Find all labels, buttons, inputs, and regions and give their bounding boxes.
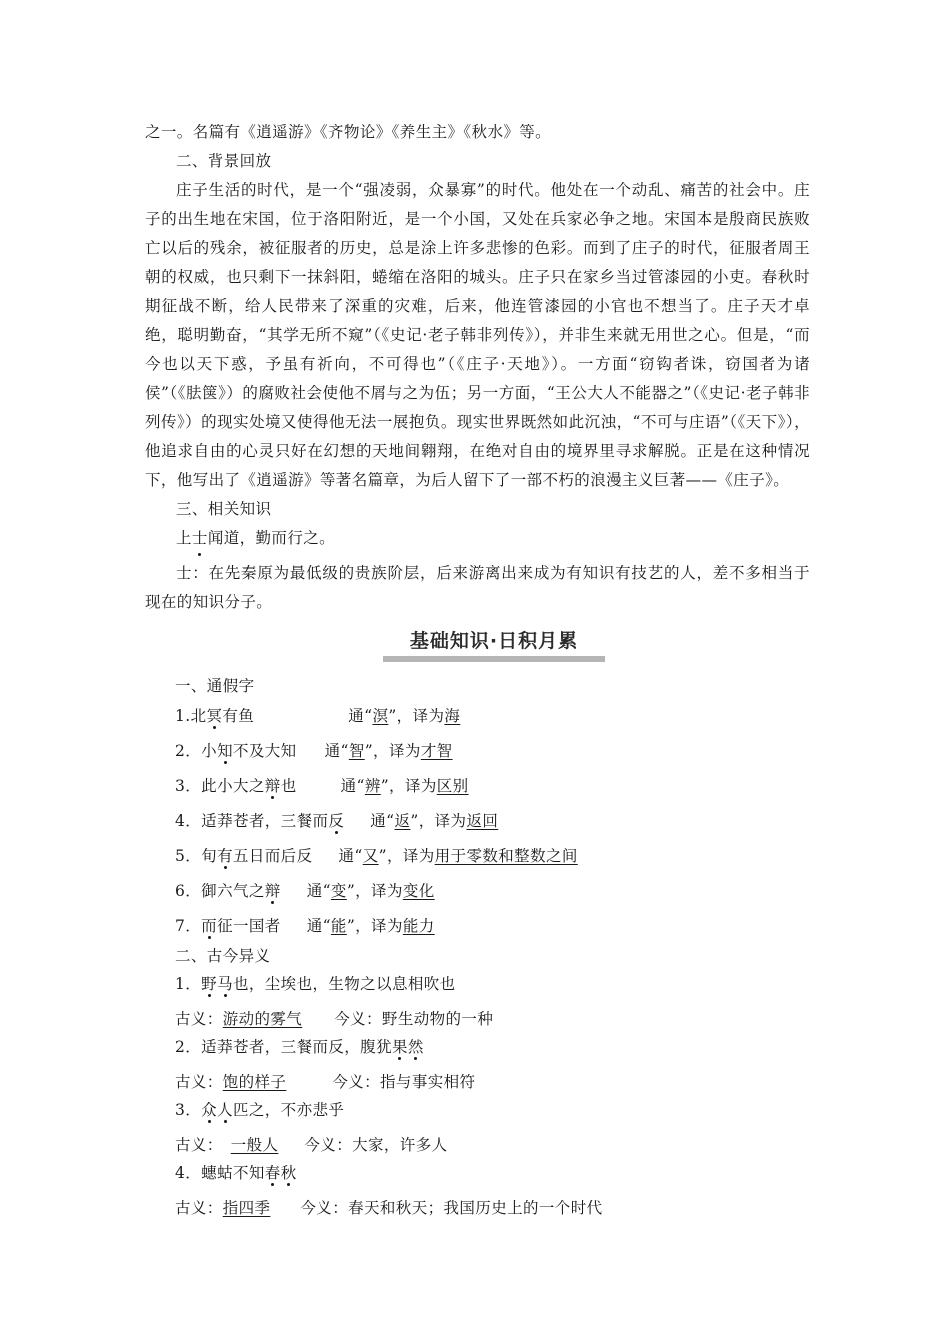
- list-item: [175, 1035, 424, 1057]
- list-item: [175, 1098, 344, 1120]
- knowledge-quote: [145, 524, 810, 553]
- tong-label: 通“: [338, 847, 363, 865]
- item-text: 此小大之: [201, 777, 265, 795]
- tong-label: 通“: [348, 707, 373, 725]
- item-number: 2．: [175, 1038, 202, 1056]
- item-number: 6．: [175, 882, 202, 900]
- emphasis-char: 辩: [265, 879, 281, 901]
- intro-block: [145, 118, 810, 617]
- tong-label: 通“: [306, 882, 331, 900]
- tong-label: 通“: [340, 777, 365, 795]
- knowledge-explanation: 士：在先秦原为最低级的贵族阶层，后来游离出来成为有知识有技艺的人，差不多相当于现在的知识分子。: [145, 564, 810, 611]
- list-item: [175, 972, 456, 994]
- gu-jin-row: [175, 1070, 475, 1092]
- item-text: 五日而后反: [232, 847, 313, 865]
- jin-meaning: 大家，许多人: [352, 1136, 448, 1154]
- background-paragraph: 庄子生活的时代，是一个“强凌弱，众暴寡”的时代。他处在一个动乱、痛苦的社会中。庄子的出生地在宋国，位于洛阳附近，是一个小国，又处在兵家必争之地。宋国本是殷商民族败亡以后的残余，被征服者的历史，总是涂上许多悲惨的色彩。而到了庄子的时代，征服者周王朝的权威，也只剩下一抹斜阳，蜷缩在洛阳的城头。庄子只在家乡当过管漆园的小吏。春秋时期征战不断，给人民带来了深重的灾难，后来，他连管漆园的小官也不想当了。庄子天才卓绝，聪明勤奋，“其学无所不窥”（《史记·老子韩非列传》），并非生来就无用世之心。但是，“而今也以天下惑，予虽有祈向，不可得也”（《庄子·天地》）。一方面“窃钩者诛，窃国者为诸侯”（《胠箧》）的腐败社会使他不屑与之为伍；另一方面，“王公大人不能器之”（《史记·老子韩非列传》）的现实处境又使得他无法一展抱负。现实世界既然如此沉浊，“不可与庄语”（《天下》），他追求自由的心灵只好在幻想的天地间翱翔，在绝对自由的境界里寻求解脱。正是在这种情况下，他写出了《逍遥游》等著名篇章，为后人留下了一部不朽的浪漫主义巨著——《庄子》。: [145, 181, 810, 489]
- emphasis-chars: [392, 1038, 424, 1056]
- translate-label: ”，译为: [378, 847, 435, 865]
- tong-label: 通“: [324, 742, 349, 760]
- gu-label: 古义：: [175, 1010, 223, 1028]
- tong-char: 变: [330, 882, 347, 900]
- knowledge-heading: 三、相关知识: [176, 500, 272, 518]
- emphasis-char: 然: [408, 1035, 424, 1057]
- translate-label: ”，译为: [380, 777, 437, 795]
- emphasis-char: 知: [217, 739, 233, 761]
- jin-label: 今义：: [334, 1010, 382, 1028]
- item-number: 5．: [175, 847, 202, 865]
- emphasis-char: 辩: [265, 774, 281, 796]
- translate-label: ”，译为: [388, 707, 445, 725]
- list-item: [175, 809, 498, 831]
- tong-char: 智: [348, 742, 365, 760]
- meaning: 海: [444, 707, 461, 725]
- gu-label: 古义：: [175, 1136, 223, 1154]
- item-number: 4．: [175, 812, 202, 830]
- item-number: 3．: [175, 1101, 202, 1119]
- item-text: 适莽苍者，三餐而反，腹犹: [201, 1038, 392, 1056]
- gu-label: 古义：: [175, 1199, 223, 1217]
- jin-meaning: 春天和秋天；我国历史上的一个时代: [348, 1199, 603, 1217]
- item-number: 2．: [175, 742, 202, 760]
- emphasis-char: 有: [217, 844, 233, 866]
- item-text: 北: [190, 707, 207, 725]
- list-item: [175, 704, 460, 726]
- item-text: 小: [201, 742, 218, 760]
- list-item: [175, 739, 453, 761]
- list-item: [175, 879, 435, 901]
- emphasis-chars: [265, 1164, 297, 1182]
- item-number: 1．: [175, 975, 202, 993]
- emphasis-char: 而: [201, 914, 217, 936]
- tong-char: 辨: [364, 777, 381, 795]
- tong-char: 又: [362, 847, 379, 865]
- gu-meaning: 一般人: [230, 1136, 279, 1154]
- gu-jin-row: [175, 1133, 448, 1155]
- tong-char: 溟: [372, 707, 389, 725]
- item-text: 匹之，不亦悲乎: [232, 1101, 345, 1119]
- gu-jin-row: [175, 1196, 603, 1218]
- emphasis-char: 秋: [281, 1161, 297, 1183]
- translate-label: ”，译为: [410, 812, 467, 830]
- list-item: [175, 844, 578, 866]
- section-banner: [0, 626, 950, 666]
- tong-label: 通“: [370, 812, 395, 830]
- emphasis-char: 野: [201, 972, 217, 994]
- item-number: 4．: [175, 1164, 202, 1182]
- jin-label: 今义：: [300, 1199, 349, 1217]
- meaning: 区别: [436, 777, 469, 795]
- gu-label: 古义：: [175, 1073, 223, 1091]
- meaning: 才智: [420, 742, 453, 760]
- item-number: 1.: [175, 707, 191, 725]
- item-text: 旬: [201, 847, 218, 865]
- translate-label: ”，译为: [364, 742, 421, 760]
- item-number: 3．: [175, 777, 202, 795]
- tongjiazi-heading: 一、通假字: [175, 677, 255, 695]
- gu-meaning: 饱的样子: [222, 1073, 287, 1091]
- emphasis-char: 冥: [207, 704, 223, 726]
- emphasis-char: 众: [201, 1098, 217, 1120]
- item-text: 适莽苍者，三餐而: [201, 812, 329, 830]
- gu-meaning: 游动的雾气: [222, 1010, 303, 1028]
- quote-text-pre: 上: [176, 529, 192, 547]
- emphasis-chars: [201, 975, 233, 993]
- emphasis-char: 果: [392, 1035, 408, 1057]
- emphasis-char: 反: [328, 809, 344, 831]
- tong-char: 返: [394, 812, 411, 830]
- translate-label: ”，译为: [346, 882, 403, 900]
- item-text: 也，尘埃也，生物之以息相吹也: [232, 975, 456, 993]
- jin-meaning: 野生动物的一种: [381, 1010, 494, 1028]
- item-text: 御六气之: [201, 882, 265, 900]
- meaning: 用于零数和整数之间: [434, 847, 578, 865]
- jin-label: 今义：: [332, 1073, 381, 1091]
- tong-char: 能: [330, 917, 347, 935]
- emphasis-char: 马: [217, 972, 233, 994]
- list-item: [175, 914, 435, 936]
- quote-emphasis-char: 士: [192, 524, 208, 553]
- intro-continuation: 之一。名篇有《逍遥游》《齐物论》《养生主》《秋水》等。: [145, 123, 552, 141]
- item-text: 有鱼: [222, 707, 255, 725]
- item-text: 而征一国者: [201, 917, 281, 935]
- meaning: 变化: [402, 882, 435, 900]
- gujin-heading: 二、古今异义: [175, 947, 271, 965]
- jin-meaning: 指与事实相符: [380, 1073, 476, 1091]
- emphasis-char: 春: [265, 1161, 281, 1183]
- meaning: 能力: [402, 917, 435, 935]
- item-text: 不及大知: [232, 742, 297, 760]
- meaning: 返回: [466, 812, 499, 830]
- banner-title: 基础知识·日积月累: [383, 626, 605, 662]
- item-number: 7．: [175, 917, 202, 935]
- list-item: [175, 774, 469, 796]
- list-item: [175, 1161, 297, 1183]
- background-heading: 二、背景回放: [176, 152, 272, 170]
- item-text: 也: [280, 777, 297, 795]
- tong-label: 通“: [306, 917, 331, 935]
- emphasis-chars: [201, 1101, 233, 1119]
- gu-jin-row: [175, 1007, 493, 1029]
- jin-label: 今义：: [304, 1136, 353, 1154]
- translate-label: ”，译为: [346, 917, 403, 935]
- item-text: 蟪蛄不知: [201, 1164, 265, 1182]
- gu-meaning: 指四季: [222, 1199, 271, 1217]
- quote-text-post: 闻道，勤而行之。: [207, 529, 336, 547]
- emphasis-char: 人: [217, 1098, 233, 1120]
